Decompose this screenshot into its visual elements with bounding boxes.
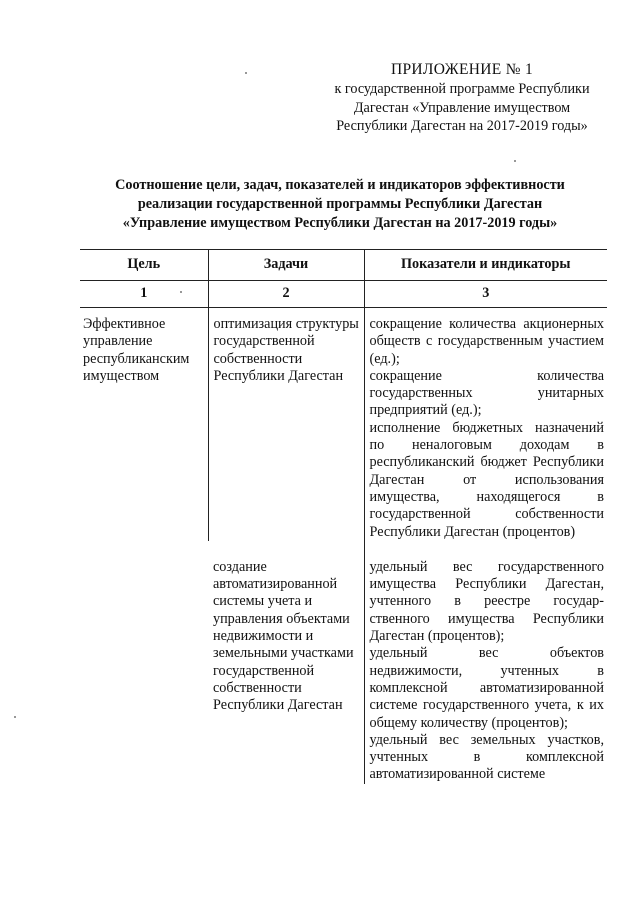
indicator-item: удельный вес земельных участков, учтенных в комплексной автоматизированной системе (369, 731, 604, 783)
goal-cell (80, 308, 208, 784)
task-cell (208, 308, 364, 541)
scan-speck (245, 72, 247, 74)
task-cell (208, 541, 364, 784)
appendix-line: Республики Дагестан на 2017-2019 годы» (336, 118, 588, 134)
column-number-row (80, 281, 607, 308)
column-number: 2 (208, 281, 364, 308)
indicator-item: удельный вес государственного имущества Республики Дагестан, учтенного в реестре государ-ственного имущества Республики Дагестан (процентов); (369, 558, 604, 645)
appendix-line: к государственной программе Республики (334, 81, 590, 97)
scan-speck (180, 291, 182, 293)
appendix-title: ПРИЛОЖЕНИЕ № 1 (390, 61, 534, 78)
header-row (80, 250, 607, 281)
header-tasks: Задачи (208, 250, 364, 281)
appendix-line: Дагестан «Управление имуществом (353, 99, 571, 116)
goal-text: Эффективное управление республиканским имуществом (83, 316, 190, 384)
scan-speck (514, 160, 516, 162)
indicators-cell (364, 541, 607, 784)
column-number: 3 (364, 281, 607, 308)
goals-table (80, 249, 607, 784)
header-indicators: Показатели и индикаторы (364, 250, 607, 281)
heading-line: «Управление имуществом Республики Дагестан на 2017-2019 годы» (122, 215, 558, 231)
indicator-item: удельный вес объектов недвижимости, учтенных в комплексной автоматизированной системе государственного учета, к их общему количеству (процентов); (369, 645, 604, 731)
appendix-block (312, 60, 612, 136)
column-number: 1 (80, 281, 208, 308)
indicator-item: сокращение количества акционерных обществ с государственным участием (ед.); (369, 316, 604, 367)
task-text: оптимизация структуры государственной собственности Республики Дагестан (213, 316, 359, 384)
header-goal: Цель (80, 250, 208, 281)
heading-line: Соотношение цели, задач, показателей и индикаторов эффективности (115, 177, 565, 193)
scan-speck (14, 716, 16, 718)
task-text: создание автоматизированной системы учета и управления объектами недвижимости и земельными участками государственной собственности Республики Дагестан (213, 558, 354, 714)
table-row (80, 308, 607, 541)
indicators-cell (364, 308, 607, 541)
indicator-item: исполнение бюджетных назначений по неналоговым доходам в республиканский бюджет Республики Дагестан от использования имущества, находящегося в государственной собственности Республики Дагестан (процентов) (369, 419, 604, 540)
indicator-item: сокращение количества государственных унитарных предприятий (ед.); (369, 367, 604, 419)
heading-line: реализации государственной программы Республики Дагестан (137, 196, 543, 212)
document-heading (80, 176, 600, 233)
